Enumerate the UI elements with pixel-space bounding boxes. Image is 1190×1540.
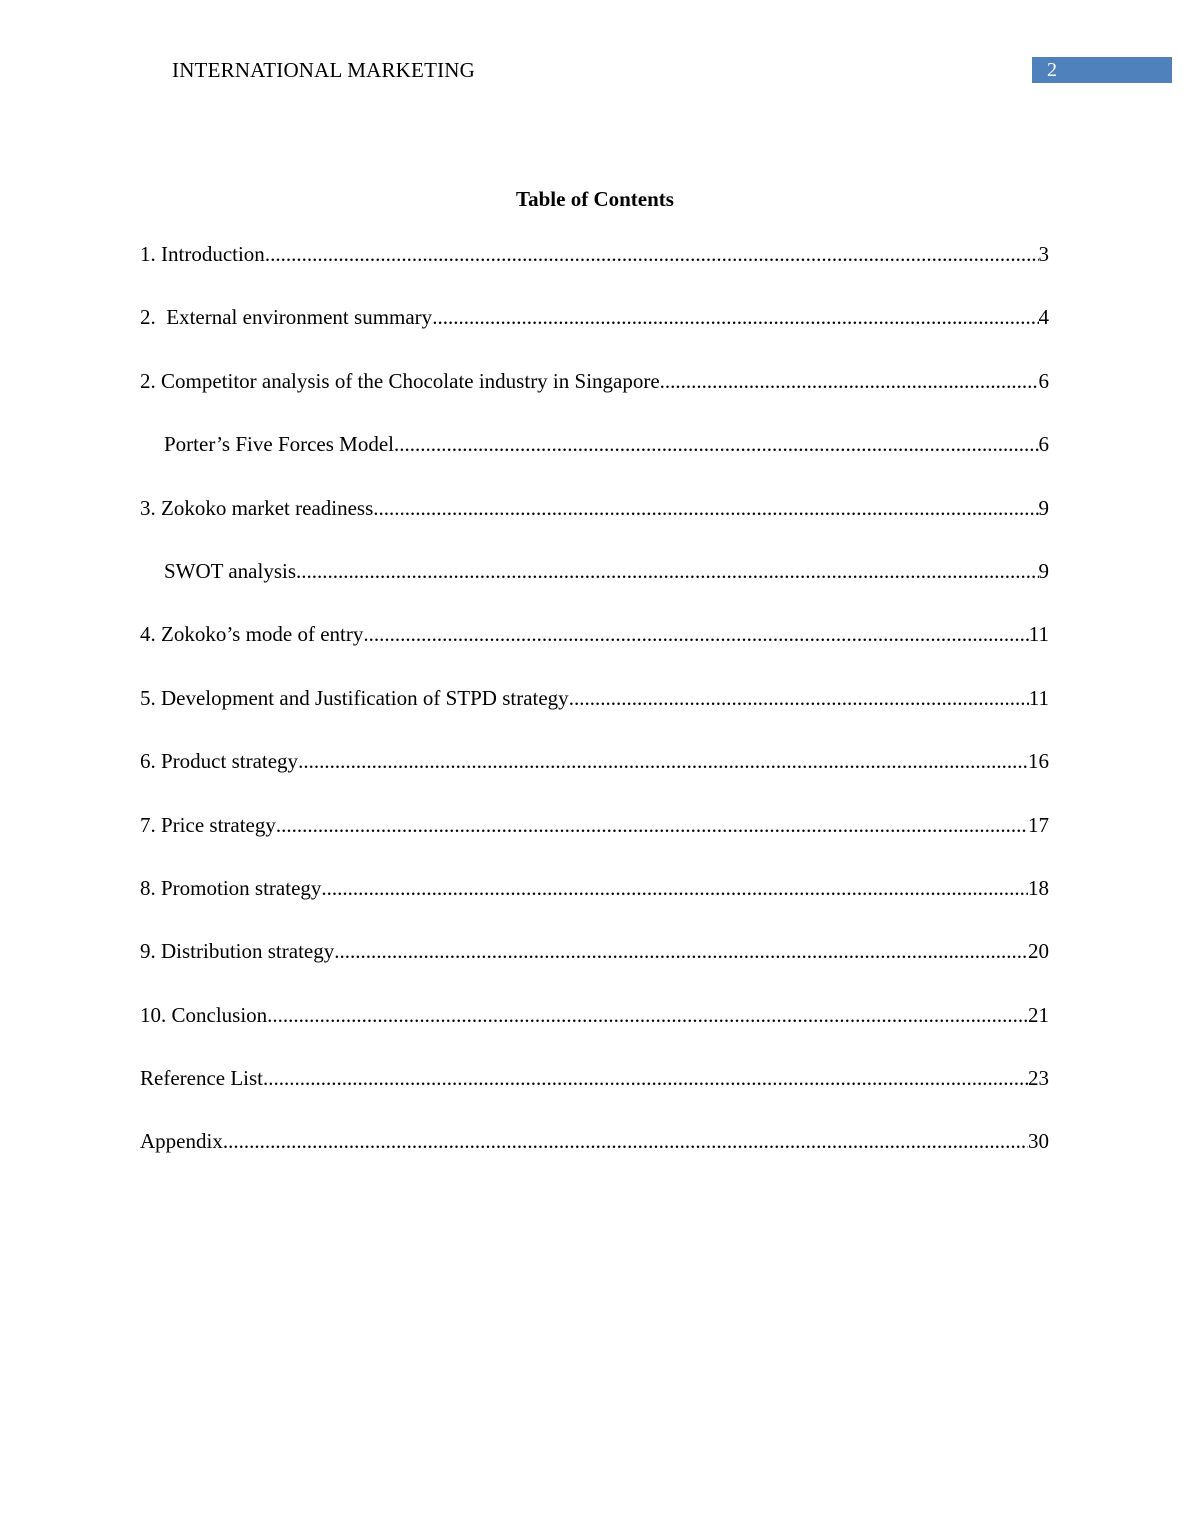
toc-entry[interactable] (140, 874, 1049, 937)
toc-entry[interactable] (140, 303, 1049, 366)
toc-entry[interactable] (140, 1001, 1049, 1064)
toc-entry[interactable] (140, 1064, 1049, 1127)
toc-entry-page: 3 (1038, 242, 1049, 266)
toc-dot-leader (263, 1064, 1028, 1092)
toc-dot-leader (569, 684, 1029, 712)
toc-dot-leader (394, 430, 1038, 458)
toc-dot-leader (432, 303, 1038, 331)
page-number-badge: 2 (1032, 57, 1172, 83)
toc-entry[interactable] (140, 494, 1049, 557)
toc-entry-page: 23 (1028, 1066, 1049, 1091)
toc-entry-label: 4. Zokoko’s mode of entry (140, 622, 364, 647)
toc-entry[interactable] (140, 367, 1049, 430)
toc-entry-label: Reference List (140, 1066, 264, 1091)
toc-entry[interactable] (140, 811, 1049, 874)
toc-entry[interactable] (140, 747, 1049, 810)
toc-entry-label: 5. Development and Justification of STPD strategy (140, 685, 569, 710)
toc-entry[interactable] (140, 1127, 1049, 1190)
toc-entry-page: 11 (1028, 622, 1049, 647)
toc-entry-label: Appendix (140, 1129, 223, 1154)
toc-entry[interactable] (140, 937, 1049, 1000)
toc-entry-label: 3. Zokoko market readiness (140, 495, 374, 520)
toc-entry-page: 21 (1028, 1002, 1049, 1027)
toc-entry-page: 17 (1028, 812, 1049, 837)
toc-entry-label: 2. External environment summary (140, 305, 433, 330)
toc-dot-leader (373, 494, 1038, 522)
toc-entry-label: 2. Competitor analysis of the Chocolate industry in Singapore (140, 368, 660, 393)
toc-subentry[interactable] (140, 557, 1049, 620)
toc-entry-label: 6. Product strategy (140, 749, 299, 774)
toc-entry-page: 6 (1038, 432, 1049, 457)
toc-dot-leader (223, 1127, 1028, 1155)
toc-dot-leader (265, 240, 1039, 268)
toc-dot-leader (363, 620, 1028, 648)
toc-entry-label: 10. Conclusion (140, 1002, 268, 1027)
toc-dot-leader (334, 937, 1028, 965)
toc-dot-leader (298, 747, 1028, 775)
toc-entry[interactable] (140, 620, 1049, 683)
toc-entry-page: 16 (1028, 749, 1049, 774)
toc-heading: Table of Contents (516, 187, 674, 211)
toc-entry[interactable] (140, 240, 1049, 303)
toc-dot-leader (321, 874, 1028, 902)
toc-entry-label: 9. Distribution strategy (140, 939, 335, 964)
toc-entry-label: SWOT analysis (164, 558, 297, 583)
toc-dot-leader (296, 557, 1038, 585)
toc-entry-label: Porter’s Five Forces Model (164, 432, 395, 457)
toc-dot-leader (267, 1001, 1028, 1029)
toc-entry-page: 30 (1028, 1129, 1049, 1154)
toc-subentry[interactable] (140, 430, 1049, 493)
toc-entry-page: 6 (1038, 368, 1049, 393)
toc-list (140, 240, 1049, 1191)
toc-entry[interactable] (140, 684, 1049, 747)
toc-entry-page: 11 (1028, 685, 1049, 710)
toc-entry-page: 9 (1038, 558, 1049, 583)
toc-dot-leader (276, 811, 1028, 839)
toc-entry-page: 18 (1028, 875, 1049, 900)
toc-entry-label: 1. Introduction (140, 242, 265, 266)
toc-entry-page: 4 (1038, 305, 1049, 330)
toc-entry-label: 7. Price strategy (140, 812, 276, 837)
toc-entry-label: 8. Promotion strategy (140, 875, 322, 900)
toc-entry-page: 9 (1038, 495, 1049, 520)
toc-dot-leader (660, 367, 1039, 395)
toc-entry-page: 20 (1028, 939, 1049, 964)
running-header-title: INTERNATIONAL MARKETING (172, 58, 476, 82)
